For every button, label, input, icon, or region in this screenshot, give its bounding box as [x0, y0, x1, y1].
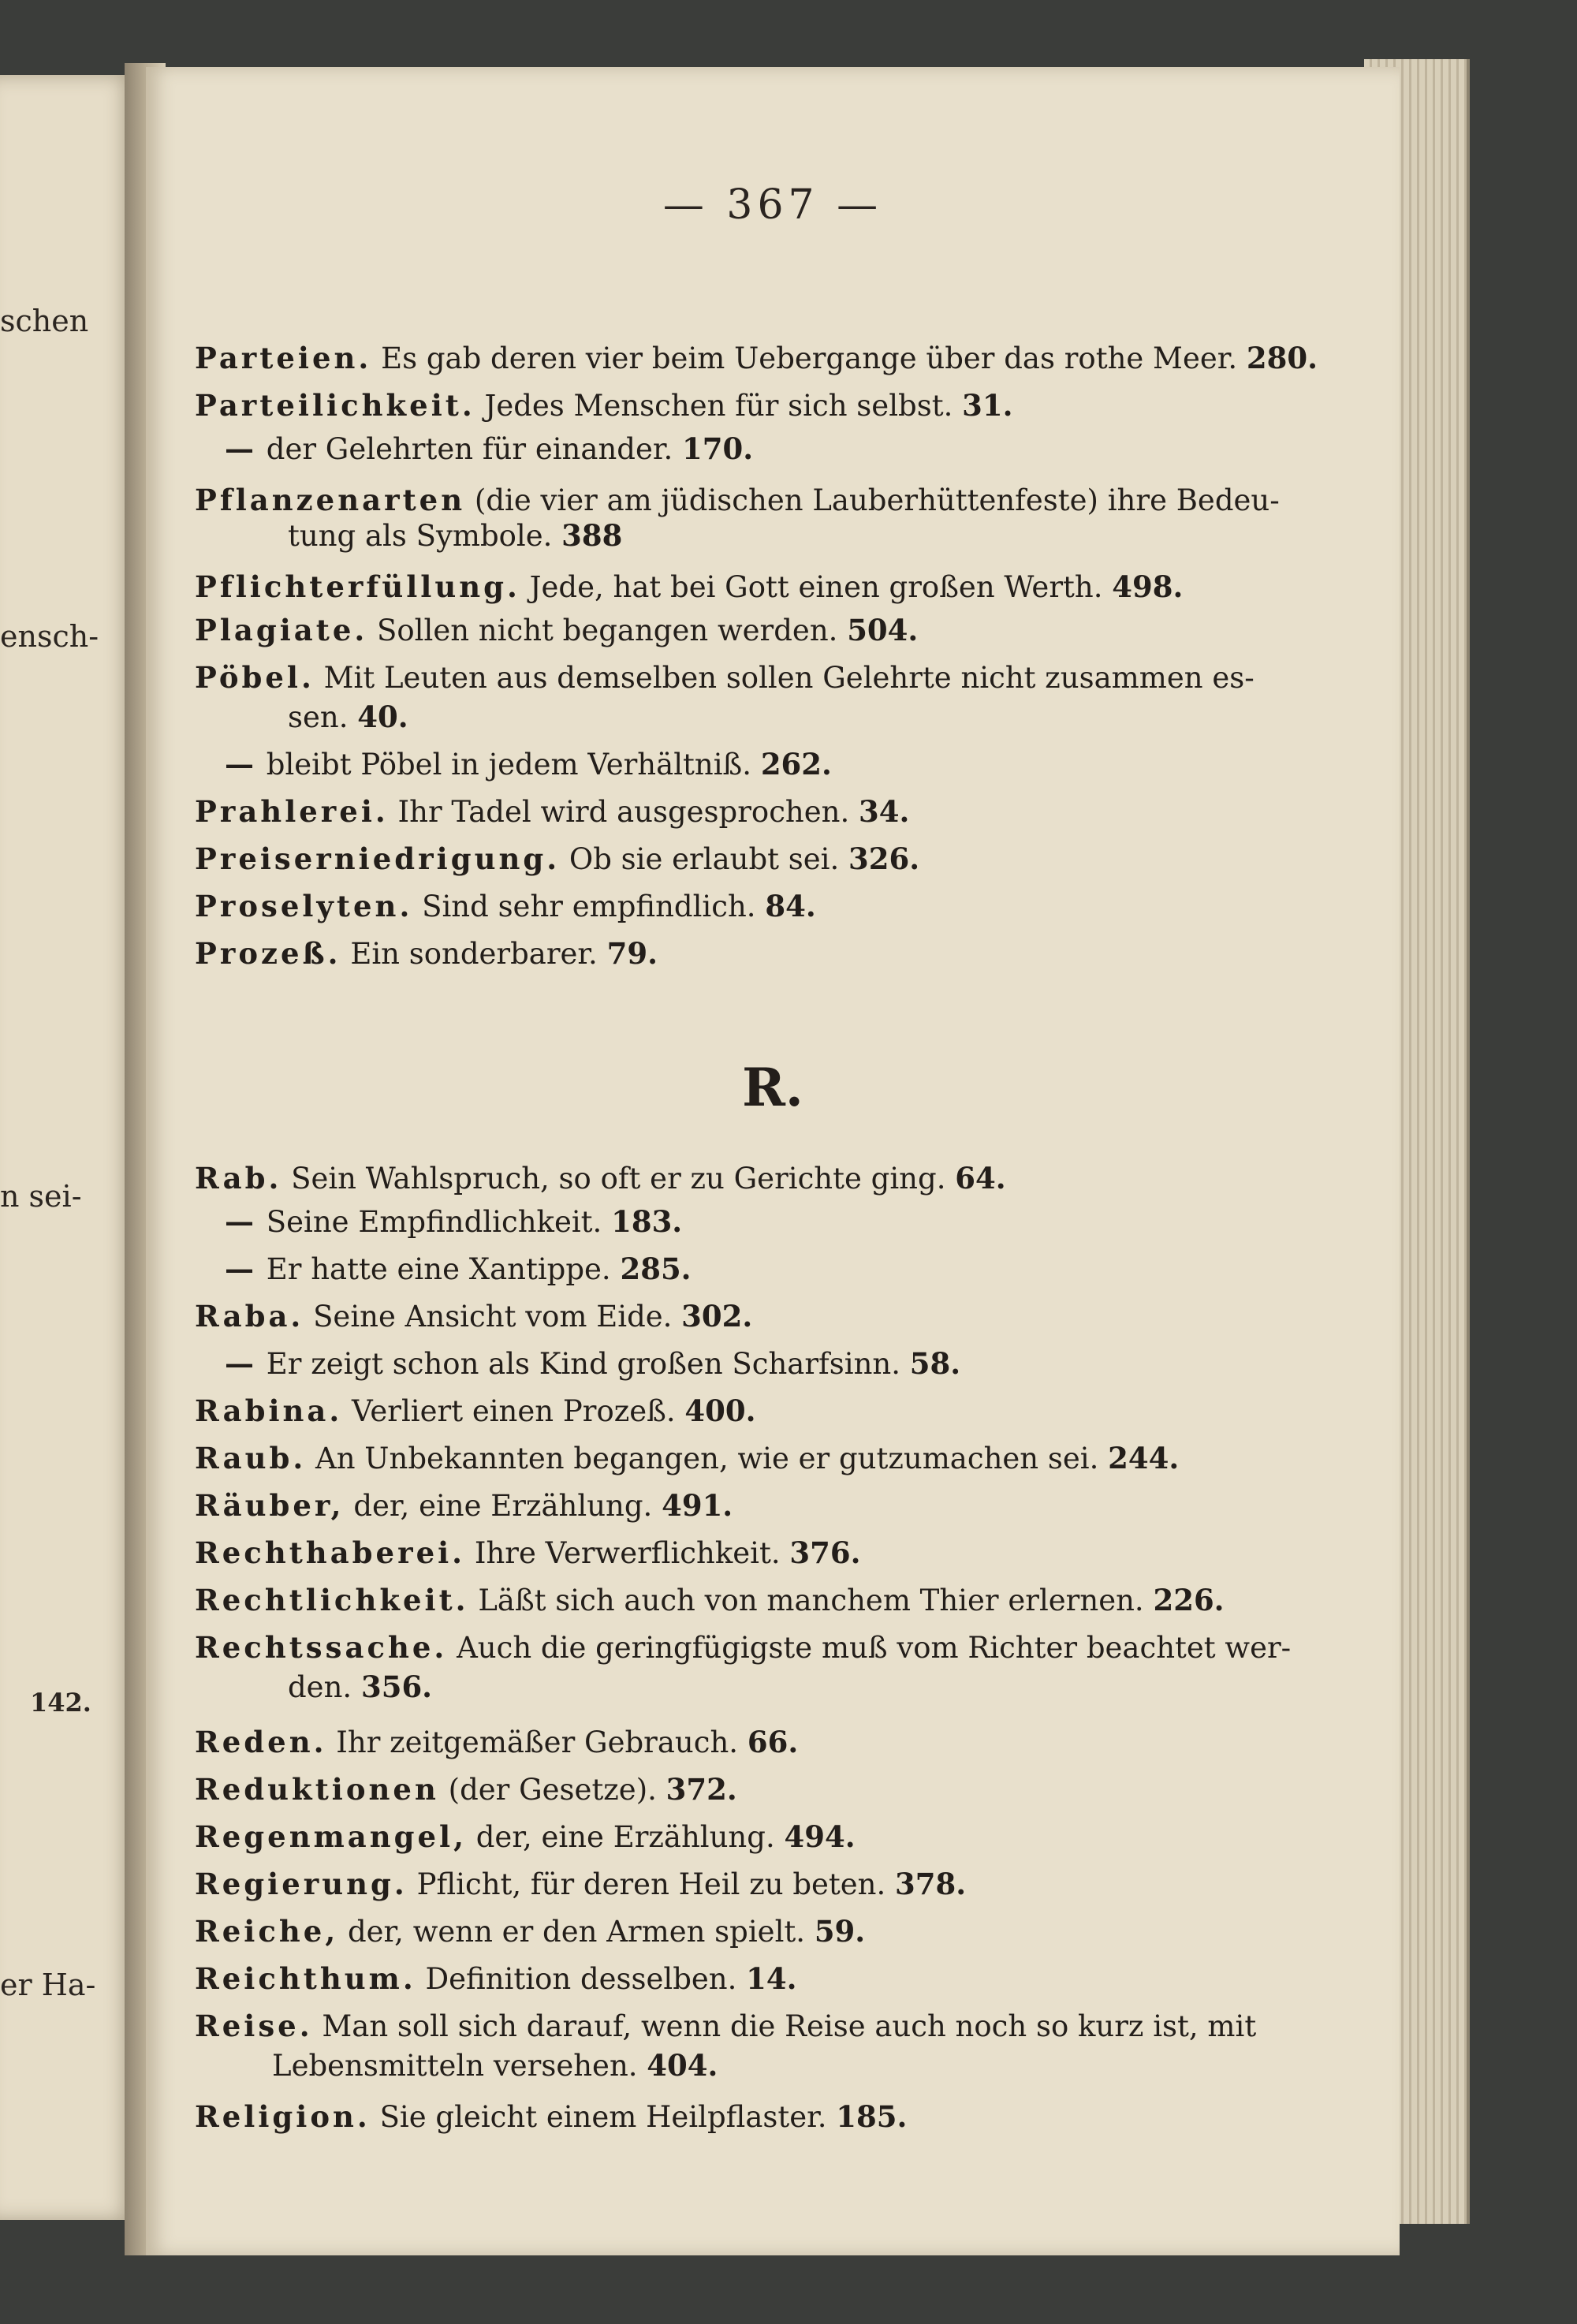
section-letter: R. [742, 1057, 803, 1118]
index-entry: Rechtssache. Auch die geringfügigste muß vom Richter beachtet wer- [195, 1630, 1292, 1665]
index-entry-continuation: den. 356. [288, 1669, 433, 1704]
index-entry-continuation: Lebensmitteln versehen. 404. [272, 2048, 718, 2083]
index-entry-continuation: tung als Symbole. 388 [288, 518, 623, 553]
index-entry: — der Gelehrten für einander. 170. [225, 431, 754, 466]
index-entry: — Er hatte eine Xantippe. 285. [225, 1252, 692, 1286]
index-entry: Räuber, der, eine Erzählung. 491. [195, 1488, 733, 1523]
index-entry: Reden. Ihr zeitgemäßer Gebrauch. 66. [195, 1725, 799, 1759]
index-entry: Rabina. Verliert einen Prozeß. 400. [195, 1393, 756, 1428]
index-entry: Regierung. Pflicht, für deren Heil zu beten. 378. [195, 1867, 967, 1901]
left-page-fragment: 142. [30, 1688, 91, 1718]
index-entry: — Er zeigt schon als Kind großen Scharfsinn. 58. [225, 1346, 961, 1381]
index-entry: Parteilichkeit. Jedes Menschen für sich selbst. 31. [195, 388, 1013, 423]
index-entry: Raba. Seine Ansicht vom Eide. 302. [195, 1299, 753, 1334]
left-page-fragment: n sei- [0, 1179, 82, 1214]
index-entry: Pöbel. Mit Leuten aus demselben sollen Gelehrte nicht zusammen es- [195, 660, 1255, 695]
index-entry: Raub. An Unbekannten begangen, wie er gutzumachen sei. 244. [195, 1441, 1180, 1475]
left-page-fragment: ensch- [0, 619, 99, 654]
index-entry: Rechtlichkeit. Läßt sich auch von manchem Thier erlernen. 226. [195, 1583, 1225, 1617]
index-entry: Preiserniedrigung. Ob sie erlaubt sei. 326. [195, 841, 920, 876]
index-entry: Regenmangel, der, eine Erzählung. 494. [195, 1819, 856, 1854]
left-page [0, 75, 138, 2220]
index-entry: Reiche, der, wenn er den Armen spielt. 59. [195, 1914, 866, 1949]
left-page-fragment: schen [0, 304, 89, 338]
index-entry: Reduktionen (der Gesetze). 372. [195, 1772, 737, 1807]
index-entry: Parteien. Es gab deren vier beim Uebergange über das rothe Meer. 280. [195, 341, 1318, 375]
index-entry: Reise. Man soll sich darauf, wenn die Reise auch noch so kurz ist, mit [195, 2009, 1257, 2043]
index-entry-continuation: sen. 40. [288, 699, 408, 734]
index-entry: Rab. Sein Wahlspruch, so oft er zu Gerichte ging. 64. [195, 1161, 1006, 1196]
index-entry: Prozeß. Ein sonderbarer. 79. [195, 936, 658, 971]
index-page [146, 67, 1400, 2255]
index-entry: Pflichterfüllung. Jede, hat bei Gott einen großen Werth. 498. [195, 569, 1184, 604]
page-number: — 367 — [662, 181, 883, 229]
index-entry: — bleibt Pöbel in jedem Verhältniß. 262. [225, 747, 832, 782]
index-entries [146, 67, 1400, 2255]
index-entry: — Seine Empfindlichkeit. 183. [225, 1204, 683, 1239]
index-entry: Pflanzenarten (die vier am jüdischen Lauberhüttenfeste) ihre Bedeu- [195, 483, 1280, 517]
index-entry: Prahlerei. Ihr Tadel wird ausgesprochen. 34. [195, 794, 910, 829]
left-page-fragment: er Ha- [0, 1968, 96, 2002]
index-entry: Proselyten. Sind sehr empfindlich. 84. [195, 889, 816, 923]
index-entry: Plagiate. Sollen nicht begangen werden. 504. [195, 613, 919, 647]
index-entry: Religion. Sie gleicht einem Heilpflaster. 185. [195, 2099, 908, 2134]
index-entry: Reichthum. Definition desselben. 14. [195, 1961, 797, 1996]
index-entry: Rechthaberei. Ihre Verwerflichkeit. 376. [195, 1535, 861, 1570]
